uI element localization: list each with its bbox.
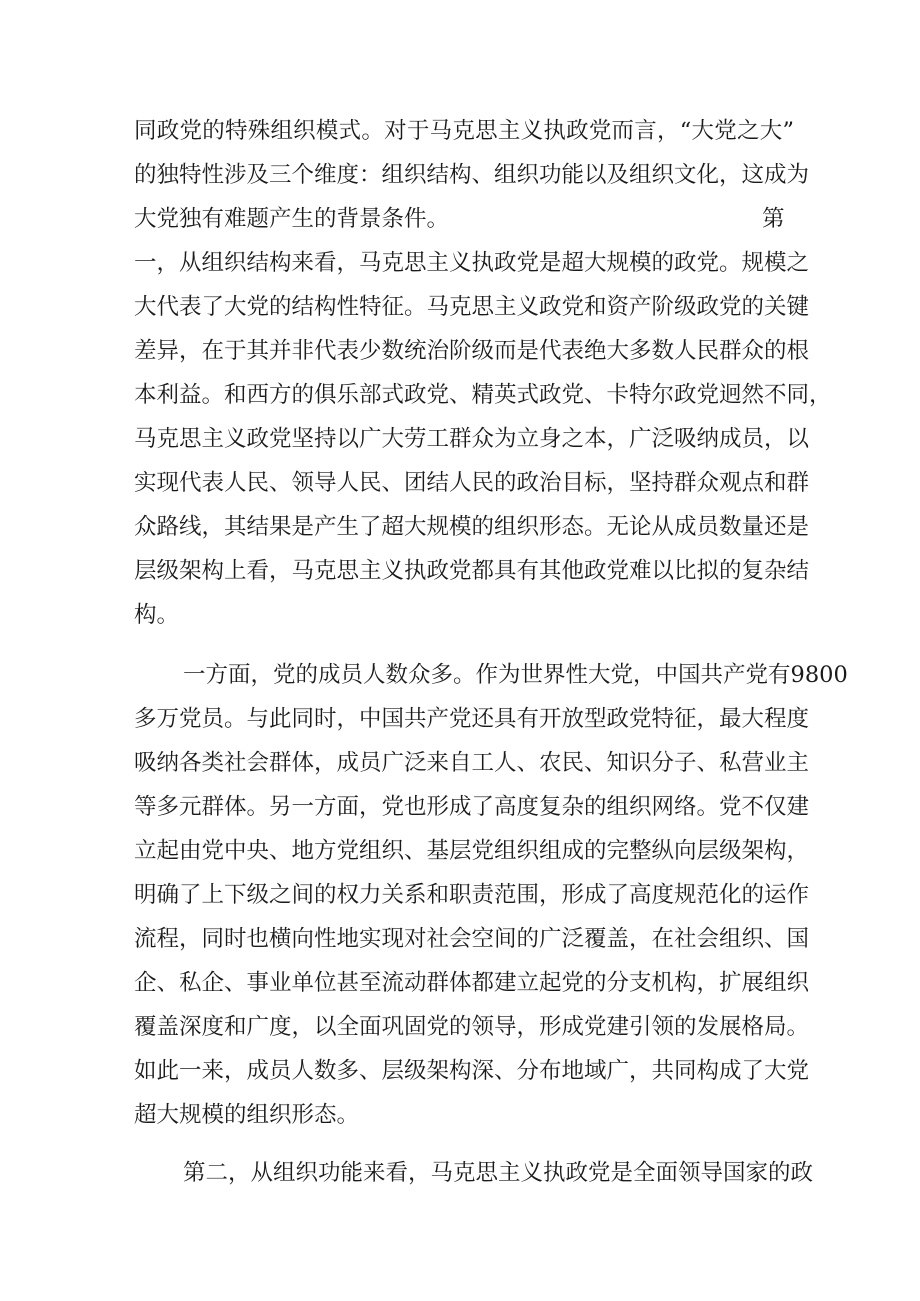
text-line: 马克思主义政党坚持以广大劳工群众为立身之本，广泛吸纳成员，以 (134, 426, 810, 452)
text-line: 吸纳各类社会群体，成员广泛来自工人、农民、知识分子、私营业主 (134, 750, 810, 776)
text-line: 层级架构上看，马克思主义执政党都具有其他政党难以比拟的复杂结 (134, 558, 810, 584)
text-line: 本利益。和西方的俱乐部式政党、精英式政党、卡特尔政党迥然不同， (134, 382, 832, 408)
text-line: 众路线，其结果是产生了超大规模的组织形态。无论从成员数量还是 (134, 514, 810, 540)
text-line: 实现代表人民、领导人民、团结人民的政治目标，坚持群众观点和群 (134, 470, 810, 496)
text-line: 企、私企、事业单位甚至流动群体都建立起党的分支机构，扩展组织 (134, 970, 810, 996)
text-line: 一，从组织结构来看，马克思主义执政党是超大规模的政党。规模之 (134, 250, 810, 276)
text-line: 多万党员。与此同时，中国共产党还具有开放型政党特征，最大程度 (134, 706, 810, 732)
text-line: 一方面，党的成员人数众多。作为世界性大党，中国共产党有9800 (183, 662, 848, 688)
text-line: 立起由党中央、地方党组织、基层党组织组成的完整纵向层级架构， (134, 838, 810, 864)
text-line: 等多元群体。另一方面，党也形成了高度复杂的组织网络。党不仅建 (134, 794, 810, 820)
text-line: 第 (762, 206, 785, 232)
text-line: 的独特性涉及三个维度：组织结构、组织功能以及组织文化，这成为 (134, 162, 810, 188)
text-line: 大代表了大党的结构性特征。马克思主义政党和资产阶级政党的关键 (134, 294, 810, 320)
text-line: 第二，从组织功能来看，马克思主义执政党是全面领导国家的政 (183, 1160, 814, 1186)
text-line: 超大规模的组织形态。 (134, 1102, 360, 1128)
text-line: 覆盖深度和广度，以全面巩固党的领导，形成党建引领的发展格局。 (134, 1014, 810, 1040)
text-line: 差异，在于其并非代表少数统治阶级而是代表绝大多数人民群众的根 (134, 338, 810, 364)
text-line: 同政党的特殊组织模式。对于马克思主义执政党而言，“大党之大” (134, 118, 794, 144)
text-line: 流程，同时也横向性地实现对社会空间的广泛覆盖，在社会组织、国 (134, 926, 810, 952)
text-line: 构。 (134, 602, 180, 628)
text-line: 明确了上下级之间的权力关系和职责范围，形成了高度规范化的运作 (134, 882, 810, 908)
text-line: 如此一来，成员人数多、层级架构深、分布地域广，共同构成了大党 (134, 1058, 810, 1084)
text-line: 大党独有难题产生的背景条件。 (134, 206, 450, 232)
